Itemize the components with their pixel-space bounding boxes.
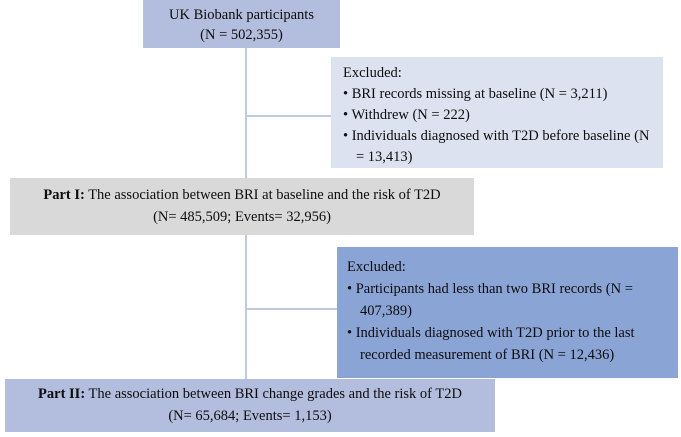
bullet-icon: • <box>347 281 353 297</box>
node-part-1 <box>10 178 474 235</box>
connector-branch-excluded-2 <box>246 308 337 310</box>
node-uk-biobank-participants <box>143 0 340 48</box>
node-title: UK Biobank participants <box>169 7 314 23</box>
excluded-heading: Excluded: <box>347 259 406 275</box>
node-excluded-followup <box>337 247 678 378</box>
list-item <box>343 126 655 168</box>
node-count: (N = 502,355) <box>200 27 283 43</box>
list-item <box>343 105 655 126</box>
node-count: (N= 485,509; Events= 32,956) <box>153 209 331 225</box>
list-item <box>347 322 672 366</box>
part-label: Part I: <box>43 187 85 203</box>
bullet-icon: • <box>347 325 353 341</box>
part-text: The association between BRI change grades and the risk of T2D <box>88 386 462 402</box>
list-item <box>347 278 672 322</box>
bullet-icon: • <box>343 86 349 102</box>
node-title <box>10 184 474 206</box>
part-text: The association between BRI at baseline and the risk of T2D <box>88 187 441 203</box>
list-item-text: BRI records missing at baseline (N = 3,211) <box>351 86 608 102</box>
bullet-icon: • <box>343 107 349 123</box>
list-item-text: Participants had less than two BRI records (N = 407,389) <box>355 281 633 319</box>
list-item-text: Individuals diagnosed with T2D before baseline (N = 13,413) <box>351 128 650 165</box>
part-label: Part II: <box>38 386 86 402</box>
node-count: (N= 65,684; Events= 1,153) <box>168 408 332 424</box>
node-part-2 <box>5 379 495 432</box>
node-title <box>5 383 495 405</box>
connector-branch-excluded-1 <box>246 115 331 117</box>
list-item-text: Individuals diagnosed with T2D prior to the last recorded measurement of BRI (N = 12,436) <box>355 325 635 363</box>
list-item <box>343 84 655 105</box>
bullet-icon: • <box>343 128 349 144</box>
node-excluded-baseline <box>331 57 663 168</box>
excluded-heading: Excluded: <box>343 65 402 81</box>
list-item-text: Withdrew (N = 222) <box>351 107 470 123</box>
